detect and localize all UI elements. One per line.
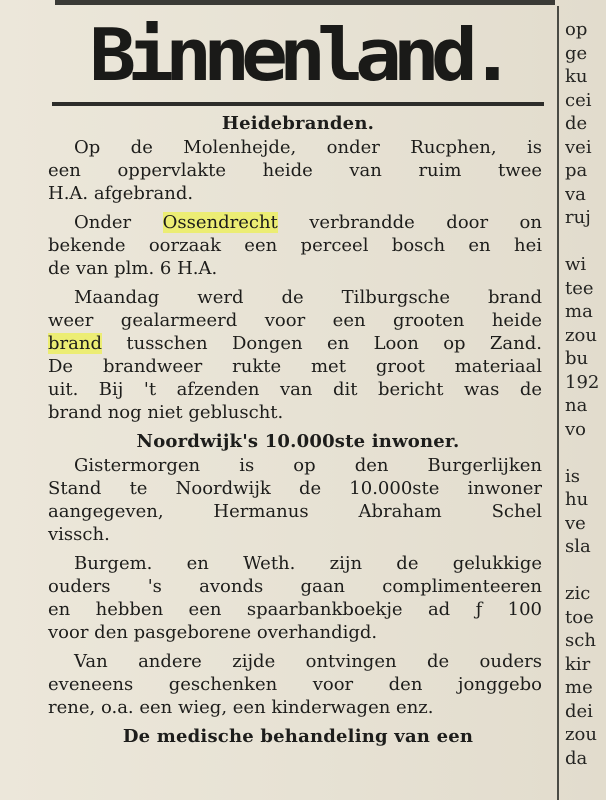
column-fragment: vei bbox=[565, 136, 592, 158]
column-fragment: is bbox=[565, 465, 580, 487]
column-fragment: sla bbox=[565, 536, 591, 557]
article-paragraph bbox=[48, 286, 548, 424]
text-line: vissch. bbox=[48, 524, 110, 545]
column-fragment: zic bbox=[565, 583, 591, 604]
text-line: een oppervlakte heide van ruim twee bbox=[48, 160, 542, 181]
text-line: Stand te Noordwijk de 10.000ste inwoner bbox=[48, 478, 542, 499]
column-fragment: vo bbox=[565, 418, 587, 440]
column-fragment bbox=[565, 230, 606, 254]
column-fragment: bu bbox=[565, 348, 589, 369]
article bbox=[48, 112, 548, 424]
column-fragment: sch bbox=[565, 630, 596, 651]
column-divider bbox=[557, 6, 559, 800]
column-fragment: na bbox=[565, 395, 588, 416]
text-line: eveneens geschenken voor den jonggebo bbox=[48, 674, 542, 695]
column-fragment: 192 bbox=[565, 371, 600, 393]
highlighted-term: brand bbox=[48, 333, 102, 354]
column-fragment: kir bbox=[565, 653, 591, 675]
text-line: Van andere zijde ontvingen de ouders bbox=[74, 651, 542, 672]
column-fragment: toe bbox=[565, 606, 594, 628]
article-headline: De medische behandeling van een bbox=[122, 726, 474, 747]
text-line: brand nog niet gebluscht. bbox=[48, 402, 284, 423]
column-fragment bbox=[565, 559, 606, 583]
adjacent-column-fragments bbox=[565, 18, 606, 770]
column-fragment: hu bbox=[565, 489, 589, 510]
column-fragment bbox=[565, 441, 606, 465]
title-rule bbox=[52, 102, 544, 106]
text-line: bekende oorzaak een perceel bosch en hei bbox=[48, 235, 542, 256]
column-fragment: va bbox=[565, 183, 586, 205]
column-fragment: ruj bbox=[565, 207, 591, 228]
article bbox=[48, 430, 548, 719]
column-fragment: dei bbox=[565, 700, 593, 722]
column-fragment: tee bbox=[565, 277, 594, 299]
article-paragraph bbox=[48, 136, 548, 205]
highlighted-term: Ossendrecht bbox=[162, 212, 278, 233]
text-line: rene, o.a. een wieg, een kinderwagen enz. bbox=[48, 697, 434, 718]
column-fragment: cei bbox=[565, 89, 592, 111]
column-fragment: de bbox=[565, 113, 588, 134]
text-line: Onder Ossendrecht verbrandde door on bbox=[74, 212, 542, 233]
article-headline: Heidebranden. bbox=[221, 113, 375, 134]
text-line: ouders 's avonds gaan complimenteeren bbox=[48, 576, 542, 597]
article bbox=[48, 725, 548, 749]
column-fragment: zou bbox=[565, 724, 597, 745]
text-line: de van plm. 6 H.A. bbox=[48, 258, 218, 279]
column-fragment: op bbox=[565, 19, 588, 40]
text-line: uit. Bij 't afzenden van dit bericht was de bbox=[48, 379, 542, 400]
article-paragraph bbox=[48, 454, 548, 546]
text-line: en hebben een spaarbankboekje ad ƒ 100 bbox=[48, 599, 542, 620]
main-column bbox=[48, 10, 548, 749]
section-title: Binnenland. bbox=[89, 14, 507, 98]
text-line: brand tusschen Dongen en Loon op Zand. bbox=[48, 333, 542, 354]
column-fragment: pa bbox=[565, 160, 588, 181]
column-fragment: me bbox=[565, 677, 593, 698]
text-line: weer gealarmeerd voor een grooten heide bbox=[48, 310, 542, 331]
article-headline: Noordwijk's 10.000ste inwoner. bbox=[136, 431, 460, 452]
column-fragment: ve bbox=[565, 512, 586, 534]
text-line: Maandag werd de Tilburgsche brand bbox=[74, 287, 542, 308]
column-fragment: zou bbox=[565, 324, 597, 346]
top-rule bbox=[55, 0, 555, 5]
text-line: Op de Molenhejde, onder Rucphen, is bbox=[74, 137, 542, 158]
article-paragraph bbox=[48, 650, 548, 719]
text-line: aangegeven, Hermanus Abraham Schel bbox=[48, 501, 542, 522]
column-fragment: ma bbox=[565, 301, 593, 322]
column-fragment: da bbox=[565, 747, 588, 769]
text-line: De brandweer rukte met groot materiaal bbox=[48, 356, 542, 377]
text-line: voor den pasgeborene overhandigd. bbox=[48, 622, 378, 643]
article-paragraph bbox=[48, 211, 548, 280]
article-paragraph bbox=[48, 552, 548, 644]
text-line: H.A. afgebrand. bbox=[48, 183, 194, 204]
column-fragment: ge bbox=[565, 42, 588, 64]
articles bbox=[48, 112, 548, 749]
text-line: Gistermorgen is op den Burgerlijken bbox=[74, 455, 542, 476]
text-line: Burgem. en Weth. zijn de gelukkige bbox=[74, 553, 542, 574]
column-fragment: wi bbox=[565, 254, 587, 275]
column-fragment: ku bbox=[565, 66, 588, 87]
